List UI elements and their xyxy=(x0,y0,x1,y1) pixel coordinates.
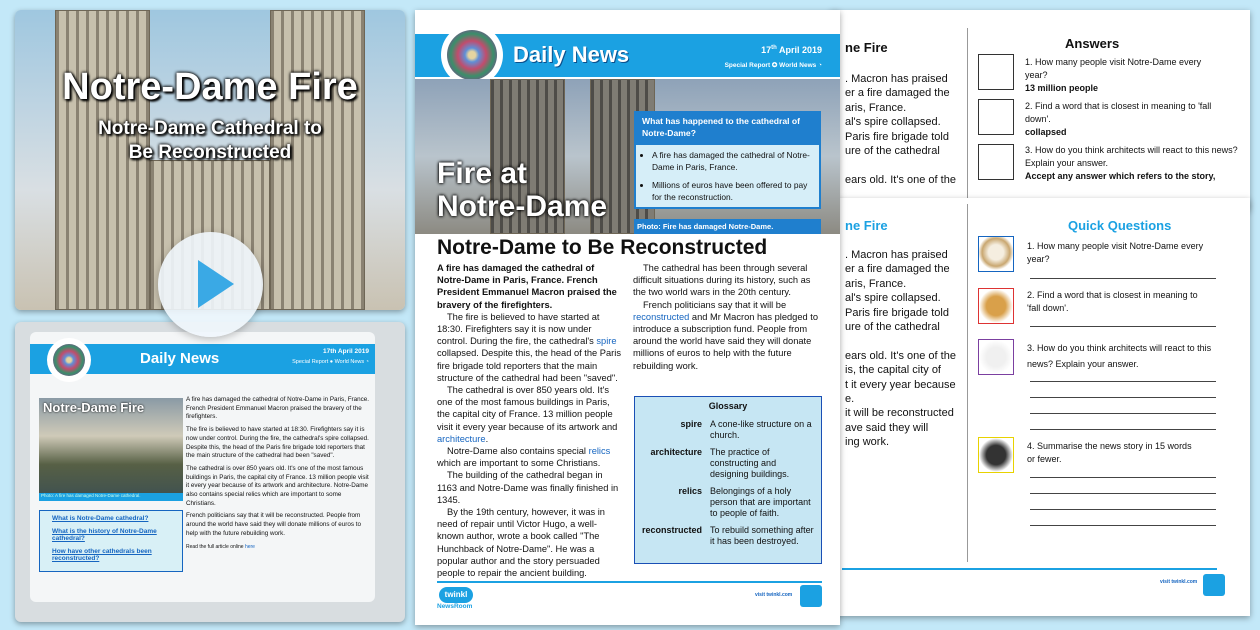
tags: Special Report ✪ World News ◔ xyxy=(724,62,822,69)
visit-link[interactable]: visit twinkl.com xyxy=(1160,579,1198,585)
tag-special-report: Special Report xyxy=(724,62,771,69)
answer-line[interactable] xyxy=(1030,413,1216,414)
answer-item xyxy=(1025,56,1225,95)
glossary-definition: To rebuild something after it has been destroyed. xyxy=(710,525,814,546)
question-1: 1. How many people visit Notre-Dame every year? xyxy=(1027,241,1204,264)
bullet: • A fire has damaged the cathedral of Notre-Dame in Paris, France. xyxy=(652,150,811,173)
glossary-term: relics xyxy=(678,486,703,496)
photo-caption: Photo: A fire has damaged Notre-Dame cathedral. xyxy=(39,493,183,501)
slide-subtitle-2: Be Reconstructed xyxy=(128,142,292,163)
text-line: ure of the cathedral xyxy=(845,144,940,157)
answer-line[interactable] xyxy=(1030,326,1216,327)
glossary-row xyxy=(639,417,817,443)
text-line: aris, France. xyxy=(845,101,907,114)
lead-paragraph: A fire has damaged the cathedral of Notre-Dame in Paris, France. French President Emmanuel Macron praised the bravery of the firefighters. xyxy=(437,263,617,310)
answer-line[interactable] xyxy=(1030,278,1216,279)
read-more: Read the full article online xyxy=(186,543,244,550)
answers-page xyxy=(830,10,1250,210)
answer-item xyxy=(1025,144,1240,183)
answer-item xyxy=(1025,100,1225,139)
date: 17th April 2019 xyxy=(761,45,822,55)
answer-line[interactable] xyxy=(1030,397,1216,398)
column-2 xyxy=(633,262,823,372)
photo xyxy=(39,398,183,493)
twinkl-badge-icon xyxy=(1203,574,1225,596)
text-line: ing work. xyxy=(845,436,890,449)
hero-title-2: Notre-Dame xyxy=(437,190,608,223)
text-line: ure of the cathedral xyxy=(845,320,940,333)
text-line: Paris fire brigade told xyxy=(845,306,949,319)
glossary-term: architecture xyxy=(650,447,703,457)
link-spire[interactable]: spire xyxy=(596,336,617,347)
glossary-definition: A cone-like structure on a church. xyxy=(710,419,812,440)
paragraph: By the 19th century, however, it was in need of repair until Victor Hugo, a well-known author, wrote a book called "The Hunchback of Notre-Dame". He was a popular author and the story persuaded people to repair the ancient building. xyxy=(437,507,605,579)
hero-title xyxy=(437,157,607,223)
collie-icon xyxy=(978,288,1014,324)
left-title: ne Fire xyxy=(845,40,888,55)
answer-line[interactable] xyxy=(1030,477,1216,478)
paragraph: Notre-Dame also contains special relics which are important to some Christians. xyxy=(437,446,611,469)
play-button[interactable] xyxy=(158,232,263,337)
answer: Accept any answer which refers to the story, xyxy=(1025,171,1216,181)
left-title: ne Fire xyxy=(845,218,888,233)
glossary-row xyxy=(639,484,817,521)
glossary-definition: Belongings of a holy person that are important to people of faith. xyxy=(710,486,811,518)
date: 17th April 2019 xyxy=(322,348,369,355)
paragraph: The cathedral has been through several difficult situations during its history, such as the two world wars in the 20th century. xyxy=(633,263,811,298)
newsroom-logo-text: NewsRoom xyxy=(437,603,473,610)
slide-title: Notre-Dame Fire xyxy=(62,66,358,108)
tags: Special Report ● World News ◔ xyxy=(292,359,369,365)
answer: 13 million people xyxy=(1025,83,1099,93)
dog-icon xyxy=(978,54,1014,90)
link-relics[interactable]: relics xyxy=(588,446,611,457)
glossary-definition: The practice of constructing and designing buildings. xyxy=(710,447,790,479)
glossary-title: Glossary xyxy=(708,401,748,411)
text-line xyxy=(845,334,956,348)
para: The cathedral is over 850 years old. It's one of the most famous buildings in Paris, the capital city of France. 13 million people visit it every year because of its artwork and architecture. Notre-Dame also contains special relics which are important to some Christians. xyxy=(186,464,369,507)
answer-line[interactable] xyxy=(1030,381,1216,382)
golden-retriever-icon xyxy=(978,236,1014,272)
glossary-box xyxy=(634,396,822,564)
link-other-cathedrals[interactable]: How have other cathedrals been reconstructed? xyxy=(52,548,152,562)
text-line: er a fire damaged the xyxy=(845,87,950,100)
headline: Notre-Dame to Be Reconstructed xyxy=(437,236,768,259)
text-line: er a fire damaged the xyxy=(845,263,950,276)
glossary-row xyxy=(639,445,817,482)
text-line: is, the capital city of xyxy=(845,364,941,377)
slide-subtitle-1: Notre-Dame Cathedral to xyxy=(98,118,322,139)
masthead-title: Daily News xyxy=(513,42,630,67)
summary-title: What has happened to the cathedral of Notre-Dame? xyxy=(642,116,801,138)
glossary-row xyxy=(639,523,817,549)
glossary-term: spire xyxy=(680,419,703,429)
question: 3. How do you think architects will react to this news? Explain your answer. xyxy=(1025,145,1238,168)
answer-line[interactable] xyxy=(1030,509,1216,510)
text-line: al's spire collapsed. xyxy=(845,292,941,305)
question-3: 3. How do you think architects will react to this news? Explain your answer. xyxy=(1027,343,1212,369)
twinkl-logo: twinkl xyxy=(439,587,473,603)
text-line: ears old. It's one of the xyxy=(845,349,956,362)
photo-title: Notre-Dame Fire xyxy=(43,400,145,415)
summary-bullets xyxy=(636,145,819,207)
answers-title: Answers xyxy=(1065,36,1120,51)
paragraph: The fire is believed to have started at 18:30. Firefighters say it is now under control. During the fire, the cathedral's spire collapsed. Despite this, the head of the Paris fire brigade told reporters that the main structure of the cathedral had been "saved". xyxy=(437,311,621,383)
link-architecture[interactable]: architecture xyxy=(437,433,486,444)
question-2: 2. Find a word that is closest in meaning to 'fall down'. xyxy=(1027,290,1198,313)
link-reconstructed[interactable]: reconstructed xyxy=(633,311,690,322)
slide-body xyxy=(186,396,371,551)
text-line: t it every year because xyxy=(845,378,956,391)
rose-window-logo xyxy=(47,338,91,382)
text-line: ave said they will xyxy=(845,421,929,434)
questions-page xyxy=(830,198,1250,616)
article-page xyxy=(415,10,840,625)
dog-icon xyxy=(978,144,1014,180)
questions-title: Quick Questions xyxy=(1068,218,1172,233)
glossary-term: reconstructed xyxy=(642,525,703,535)
column-1 xyxy=(437,262,622,579)
glossary-table xyxy=(637,415,819,551)
sheepdog-icon xyxy=(978,437,1014,473)
hero-title-1: Fire at xyxy=(437,157,528,190)
text-line: . Macron has praised xyxy=(845,73,948,85)
answer-line[interactable] xyxy=(1030,429,1216,430)
link-history[interactable]: What is the history of Notre-Dame cathedral? xyxy=(52,528,157,542)
question: 1. How many people visit Notre-Dame every year? xyxy=(1025,57,1202,80)
bullet: • Millions of euros have been offered to pay for the reconstruction. xyxy=(652,180,811,203)
tag-world-news: World News xyxy=(779,62,817,69)
paragraph: The cathedral is over 850 years old. It's one of the most famous buildings in Paris, the capital city of France. 13 million people visit it every year because of its artwork and architecture. xyxy=(437,385,618,444)
paragraph: French politicians say that it will be reconstructed and Mr Macron has pledged to introduce a subscription fund. People from around the world have said they will donate millions of euros to help with the future rebuilding work. xyxy=(633,299,819,371)
para: A fire has damaged the cathedral of Notre-Dame in Paris, France. French President Emmanuel Macron praised the bravery of the firefighters. xyxy=(186,396,370,421)
answer-line[interactable] xyxy=(1030,493,1216,494)
question-4: 4. Summarise the news story in 15 words or fewer. xyxy=(1027,441,1192,464)
paragraph: The building of the cathedral began in 1163 and Notre-Dame was finally finished in 1345. xyxy=(437,470,619,505)
text-line: e. xyxy=(845,392,855,405)
dog-icon xyxy=(978,99,1014,135)
twinkl-badge-icon xyxy=(800,585,822,607)
answer: collapsed xyxy=(1025,127,1067,137)
text-line: al's spire collapsed. xyxy=(845,116,941,129)
read-more-link[interactable]: here xyxy=(244,543,255,550)
summary-box xyxy=(634,111,821,209)
links-box xyxy=(39,510,183,572)
photo-caption: Photo: Fire has damaged Notre-Dame. xyxy=(634,219,821,234)
text-line: it will be reconstructed xyxy=(845,407,954,420)
rose-window-logo xyxy=(441,24,503,86)
text-line: Paris fire brigade told xyxy=(845,130,949,143)
text-line xyxy=(845,158,956,172)
masthead-title: Daily News xyxy=(140,350,220,367)
para: French politicians say that it will be reconstructed. People from around the world have said they will donate millions of euros to help with the future rebuilding work. xyxy=(186,512,362,537)
text-line: ears old. It's one of the xyxy=(845,173,956,186)
left-text xyxy=(845,72,956,187)
visit-link[interactable]: visit twinkl.com xyxy=(755,592,793,598)
answer-line[interactable] xyxy=(1030,525,1216,526)
link-what-is[interactable]: What is Notre-Dame cathedral? xyxy=(52,515,149,522)
preview-slide xyxy=(15,322,405,622)
left-text xyxy=(845,248,956,449)
husky-icon xyxy=(978,339,1014,375)
question: 2. Find a word that is closest in meaning to 'fall down'. xyxy=(1025,101,1212,124)
para: The fire is believed to have started at 18:30. Firefighters say it is now under control. During the fire, the cathedral's spire collapsed. Despite this, the head of the Paris fire brigade told reporters that the main structure of the cathedral had been "saved". xyxy=(186,426,369,460)
text-line: . Macron has praised xyxy=(845,249,948,261)
text-line: aris, France. xyxy=(845,277,907,290)
